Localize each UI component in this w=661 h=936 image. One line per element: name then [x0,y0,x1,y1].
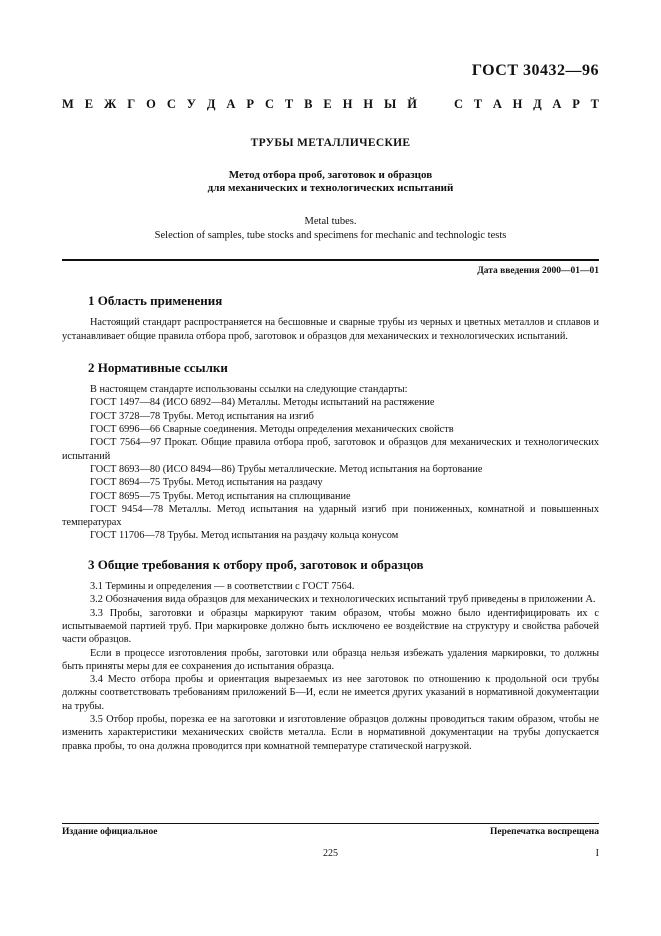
paragraph: В настоящем стандарте использованы ссылки на следующие стандарты: [90,384,408,396]
header-letter: О [146,97,156,111]
header-word-standard [454,97,599,115]
header-letter: Т [590,97,599,111]
header-letter: Е [323,97,332,111]
reference-item: ГОСТ 1497—84 (ИСО 6892—84) Металлы. Методы испытаний на растяжение [90,397,435,409]
header-letter: С [166,97,176,111]
header-letter: Т [473,97,483,111]
header-letter: Н [363,97,374,111]
edition-mark: I [595,848,599,859]
english-title-line: Selection of samples, tube stocks and specimens for mechanic and technologic tests [154,229,507,241]
reference-item: ГОСТ 8695—75 Трубы. Метод испытания на сплющивание [90,490,351,502]
subtitle-line: Метод отбора проб, заготовок и образцов [228,169,433,181]
header-letter: Е [84,97,94,111]
header-letter: М [62,97,74,111]
reference-item: ГОСТ 9454—78 Металлы. Метод испытания на ударный изгиб при пониженных, комнатной и повышенных температурах [62,503,599,529]
header-letter: Д [206,97,216,111]
header-letter: Р [246,97,255,111]
reference-item: ГОСТ 7564—97 Прокат. Общие правила отбора проб, заготовок и образцов для механических и технологических испытаний [62,437,599,462]
reprint-prohibited-note: Перепечатка воспрещена [489,827,599,837]
header-letter: Н [342,97,353,111]
section-heading: 2 Нормативные ссылки [88,359,228,375]
header-letter: А [492,97,502,111]
header-letter: А [552,97,562,111]
header-letter: А [226,97,236,111]
introduction-date: Дата введения 2000—01—01 [477,266,599,276]
official-edition-note: Издание официальное [62,827,158,837]
subtitle-line: для механических и технологических испытаний [207,182,454,194]
paragraph: 3.4 Место отбора пробы и ориентация вырезаемых из нее заготовок по отношению к продольной оси трубы должны соответствовать требованиям приложений Б—И, если не имеется других указаний в нормативной документации на трубы. [62,674,599,712]
header-letter: С [264,97,274,111]
header-letter: Ы [384,97,397,111]
header-letter: В [304,97,313,111]
english-title-line: Metal tubes. [304,216,357,227]
document-subtitle [62,169,599,195]
header-letter: Р [572,97,580,111]
section-heading: 3 Общие требования к отбору проб, заготовок и образцов [88,556,424,572]
paragraph: 3.5 Отбор пробы, порезка ее на заготовки и изготовление образцов должны проводиться таким образом, чтобы не изменить характеристики механических свойств металла. Если в нормативной документации на трубы допускается правка пробы, то она должна проводится при комнатной температуре статической нагрузкой. [62,714,599,752]
header-word-interstate [62,97,417,115]
page-number: 225 [323,848,338,859]
paragraph: Настоящий стандарт распространяется на бесшовные и сварные трубы из черных и цветных металлов и сплавов и устанавливает общие правила отбора проб, заготовок и образцов для механических и технологических испытаний. [62,317,599,342]
reference-item: ГОСТ 8693—80 (ИСО 8494—86) Трубы металлические. Метод испытания на бортование [90,463,483,475]
header-letter: Г [127,97,136,111]
footer-divider [62,823,599,824]
gost-number: ГОСТ 30432—96 [471,62,599,79]
document-title: ТРУБЫ МЕТАЛЛИЧЕСКИЕ [250,137,411,149]
english-title [62,215,599,242]
paragraph: 3.2 Обозначения вида образцов для механических и технологических испытаний труб приведены в приложении А. [90,594,596,606]
standard-type-band [62,97,599,115]
header-letter: С [454,97,464,111]
paragraph: Если в процессе изготовления пробы, заготовки или образца нельзя избежать удаления маркировки, то должны быть приняты меры для ее сохранения до испытания образца. [62,647,599,672]
reference-item: ГОСТ 3728—78 Трубы. Метод испытания на изгиб [90,410,314,422]
header-letter: Н [512,97,523,111]
header-divider [62,259,599,261]
document-body [62,288,599,753]
reference-item: ГОСТ 6996—66 Сварные соединения. Методы определения механических свойств [90,424,454,436]
paragraph: 3.1 Термины и определения — в соответствии с ГОСТ 7564. [90,581,355,593]
header-letter: Й [407,97,417,111]
header-letter: У [186,97,196,111]
reference-item: ГОСТ 11706—78 Трубы. Метод испытания на раздачу кольца конусом [90,530,399,542]
section-heading: 1 Область применения [88,293,223,308]
reference-item: ГОСТ 8694—75 Трубы. Метод испытания на раздачу [90,477,323,489]
paragraph: 3.3 Пробы, заготовки и образцы маркируют таким образом, чтобы можно было идентифицировать их с испытываемой партией труб. При маркировке должно быть исключено ее воздействие на структуру и свойства рабочей части образцов. [62,607,599,646]
header-letter: Т [284,97,294,111]
header-letter: Д [533,97,542,111]
header-letter: Ж [104,97,117,111]
